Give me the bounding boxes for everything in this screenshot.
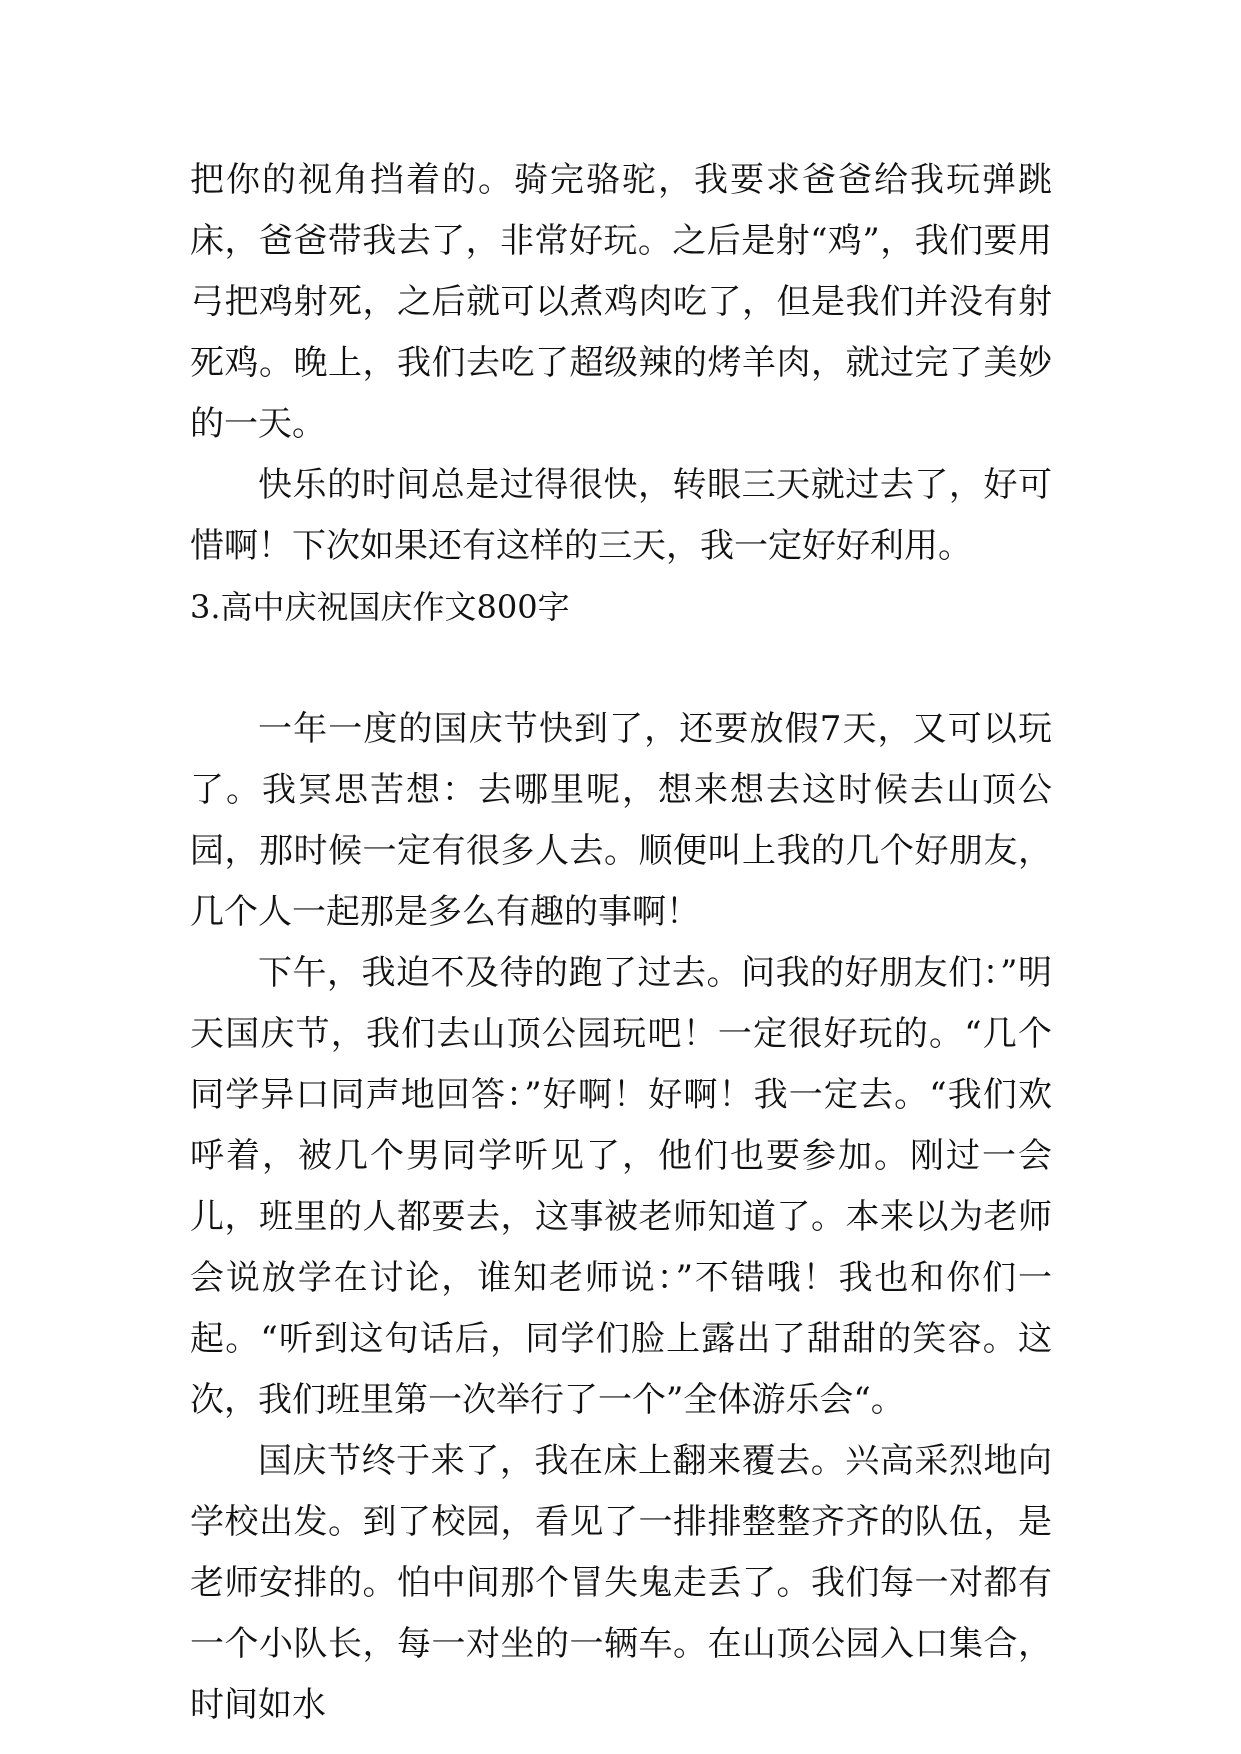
section-heading: 3.高中庆祝国庆作文800字 — [190, 588, 570, 626]
essay-paragraph-1: 一年一度的国庆节快到了，还要放假7天，又可以玩了。我冥思苦想：去哪里呢，想来想去这时候去山顶公园，那时候一定有很多人去。顺便叫上我的几个好朋友，几个人一起那是多么有趣的事啊！ — [190, 709, 1052, 932]
continuation-paragraph: 把你的视角挡着的。骑完骆驼，我要求爸爸给我玩弹跳床，爸爸带我去了，非常好玩。之后是射“鸡”，我们要用弓把鸡射死，之后就可以煮鸡肉吃了，但是我们并没有射死鸡。晚上，我们去吃了超级辣的烤羊肉，就过完了美妙的一天。 — [190, 160, 1052, 444]
document-body — [190, 150, 1052, 1736]
closing-paragraph: 快乐的时间总是过得很快，转眼三天就过去了，好可惜啊！下次如果还有这样的三天，我一定好好利用。 — [190, 465, 1052, 566]
blank-line — [190, 638, 1052, 699]
essay-paragraph-2: 下午，我迫不及待的跑了过去。问我的好朋友们：”明天国庆节，我们去山顶公园玩吧！一定很好玩的。“几个同学异口同声地回答：”好啊！好啊！我一定去。“我们欢呼着，被几个男同学听见了，他们也要参加。刚过一会儿，班里的人都要去，这事被老师知道了。本来以为老师会说放学在讨论，谁知老师说：”不错哦！我也和你们一起。“听到这句话后，同学们脸上露出了甜甜的笑容。这次，我们班里第一次举行了一个”全体游乐会“。 — [190, 953, 1052, 1420]
essay-paragraph-3: 国庆节终于来了，我在床上翻来覆去。兴高采烈地向学校出发。到了校园，看见了一排排整整齐齐的队伍，是老师安排的。怕中间那个冒失鬼走丢了。我们每一对都有一个小队长，每一对坐的一辆车。在山顶公园入口集合，时间如水 — [190, 1441, 1052, 1725]
